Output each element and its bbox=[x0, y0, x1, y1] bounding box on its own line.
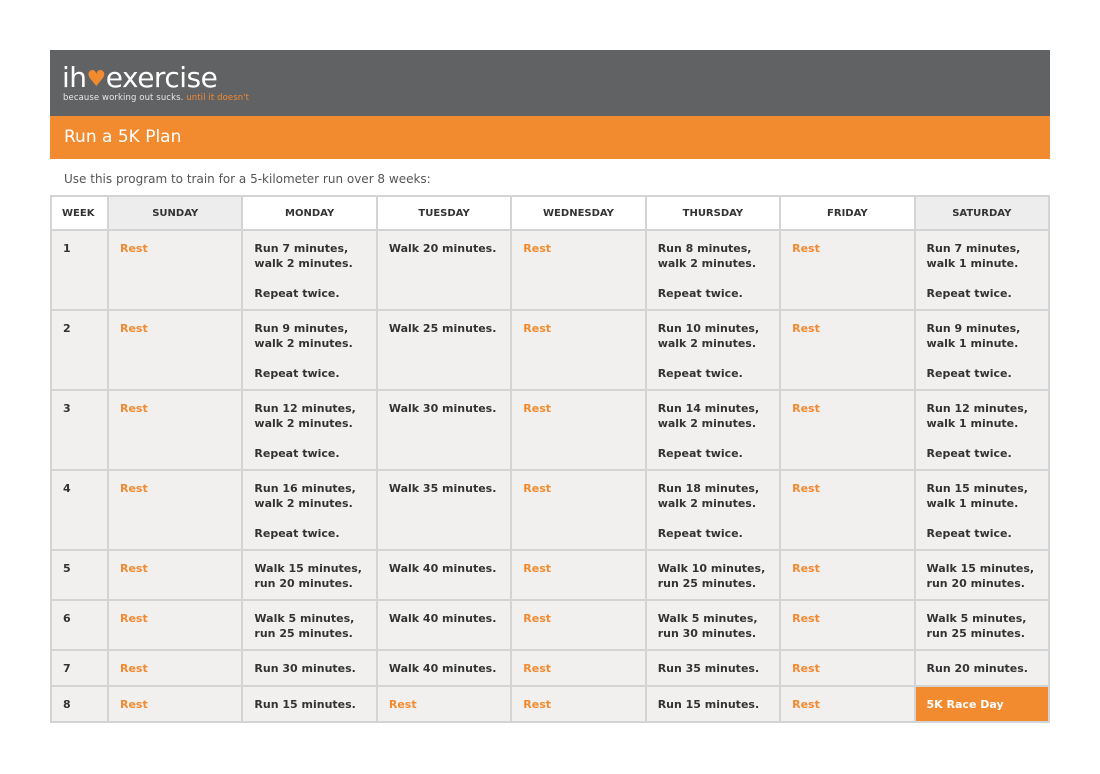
cell-line: Run 16 minutes, bbox=[254, 482, 356, 495]
plan-cell-saturday bbox=[915, 310, 1049, 390]
plan-cell-sunday bbox=[108, 600, 242, 650]
cell-line: run 20 minutes. bbox=[254, 577, 353, 590]
cell-line: walk 2 minutes. bbox=[254, 257, 353, 270]
plan-cell-monday bbox=[242, 650, 376, 686]
plan-cell-friday bbox=[780, 310, 914, 390]
column-header-sunday: SUNDAY bbox=[108, 196, 242, 230]
document bbox=[50, 50, 1050, 723]
plan-cell-tuesday bbox=[377, 470, 511, 550]
heart-icon: ♥ bbox=[86, 67, 106, 92]
cell-line: Rest bbox=[388, 698, 417, 711]
plan-cell-saturday bbox=[915, 600, 1049, 650]
plan-cell-thursday bbox=[646, 600, 780, 650]
cell-line: Rest bbox=[120, 662, 148, 675]
repeat-note: Repeat twice. bbox=[254, 287, 340, 300]
plan-cell-friday bbox=[780, 600, 914, 650]
cell-line: Run 7 minutes, bbox=[926, 242, 1021, 255]
cell-line: Walk 40 minutes. bbox=[388, 562, 497, 575]
cell-line: Rest bbox=[120, 322, 148, 335]
plan-cell-monday bbox=[242, 600, 376, 650]
cell-line: Rest bbox=[792, 482, 820, 495]
column-header-thursday: THURSDAY bbox=[646, 196, 780, 230]
cell-line: Run 14 minutes, bbox=[657, 402, 760, 415]
cell-line: Run 35 minutes. bbox=[657, 662, 760, 675]
cell-line: walk 1 minute. bbox=[926, 417, 1019, 430]
logo bbox=[62, 63, 217, 96]
cell-line: Rest bbox=[792, 402, 820, 415]
cell-line: Rest bbox=[120, 242, 148, 255]
cell-line: Walk 15 minutes, bbox=[926, 562, 1035, 575]
plan-cell-thursday bbox=[646, 390, 780, 470]
repeat-note: Repeat twice. bbox=[657, 367, 743, 380]
plan-cell-wednesday bbox=[511, 470, 645, 550]
cell-line: Run 15 minutes, bbox=[926, 482, 1028, 495]
cell-line: Rest bbox=[120, 402, 148, 415]
cell-line: walk 2 minutes. bbox=[254, 417, 353, 430]
intro-text: Use this program to train for a 5-kilometer run over 8 weeks: bbox=[64, 172, 431, 186]
column-header-monday: MONDAY bbox=[242, 196, 376, 230]
plan-cell-monday bbox=[242, 550, 376, 600]
cell-line: walk 2 minutes. bbox=[657, 337, 757, 350]
tagline bbox=[63, 93, 249, 103]
cell-line: Walk 15 minutes, bbox=[254, 562, 362, 575]
cell-line: Run 18 minutes, bbox=[657, 482, 760, 495]
cell-line: 5K Race Day bbox=[926, 698, 1004, 711]
tagline-main: because working out sucks. bbox=[63, 93, 184, 103]
plan-cell-saturday bbox=[915, 650, 1049, 686]
plan-cell-friday bbox=[780, 470, 914, 550]
table-row bbox=[51, 650, 1049, 686]
cell-line: Rest bbox=[523, 242, 552, 255]
plan-cell-monday bbox=[242, 686, 376, 722]
training-plan-table bbox=[50, 195, 1050, 723]
cell-line: run 25 minutes. bbox=[926, 627, 1025, 640]
plan-cell-tuesday bbox=[377, 390, 511, 470]
plan-cell-wednesday bbox=[511, 550, 645, 600]
cell-line: Walk 35 minutes. bbox=[388, 482, 497, 495]
cell-line: Run 30 minutes. bbox=[254, 662, 356, 675]
cell-line: walk 2 minutes. bbox=[657, 497, 757, 510]
cell-line: Walk 5 minutes, bbox=[254, 612, 355, 625]
plan-cell-sunday bbox=[108, 686, 242, 722]
repeat-note: Repeat twice. bbox=[926, 367, 1012, 380]
cell-line: Run 8 minutes, bbox=[657, 242, 752, 255]
plan-cell-thursday bbox=[646, 550, 780, 600]
table-row bbox=[51, 686, 1049, 722]
column-header-tuesday: TUESDAY bbox=[377, 196, 511, 230]
week-number: 3 bbox=[51, 390, 108, 470]
column-header-week: WEEK bbox=[51, 196, 108, 230]
table-row bbox=[51, 470, 1049, 550]
table-row bbox=[51, 230, 1049, 310]
cell-line: Walk 30 minutes. bbox=[388, 402, 497, 415]
tagline-accent: until it doesn't bbox=[186, 93, 250, 103]
column-header-wednesday: WEDNESDAY bbox=[511, 196, 645, 230]
cell-line: Rest bbox=[523, 612, 552, 625]
cell-line: walk 2 minutes. bbox=[254, 497, 353, 510]
cell-line: Rest bbox=[523, 482, 552, 495]
cell-line: Rest bbox=[120, 562, 148, 575]
plan-cell-monday bbox=[242, 230, 376, 310]
cell-line: walk 2 minutes. bbox=[254, 337, 353, 350]
plan-cell-saturday bbox=[915, 390, 1049, 470]
cell-line: run 25 minutes. bbox=[657, 577, 757, 590]
repeat-note: Repeat twice. bbox=[254, 447, 340, 460]
plan-cell-monday bbox=[242, 390, 376, 470]
plan-cell-tuesday bbox=[377, 650, 511, 686]
cell-line: Walk 40 minutes. bbox=[388, 612, 497, 625]
cell-line: walk 2 minutes. bbox=[657, 257, 757, 270]
cell-line: Run 12 minutes, bbox=[926, 402, 1028, 415]
plan-cell-friday bbox=[780, 686, 914, 722]
cell-line: Run 20 minutes. bbox=[926, 662, 1028, 675]
title-bar bbox=[50, 116, 1050, 159]
plan-cell-thursday bbox=[646, 230, 780, 310]
cell-line: Rest bbox=[523, 562, 552, 575]
plan-cell-wednesday bbox=[511, 650, 645, 686]
cell-line: Rest bbox=[792, 242, 820, 255]
cell-line: Walk 40 minutes. bbox=[388, 662, 497, 675]
cell-line: Rest bbox=[523, 402, 552, 415]
cell-line: Walk 5 minutes, bbox=[657, 612, 758, 625]
plan-cell-sunday bbox=[108, 650, 242, 686]
plan-cell-tuesday bbox=[377, 686, 511, 722]
week-number: 1 bbox=[51, 230, 108, 310]
table-row bbox=[51, 600, 1049, 650]
plan-cell-wednesday bbox=[511, 310, 645, 390]
plan-cell-monday bbox=[242, 470, 376, 550]
plan-cell-sunday bbox=[108, 310, 242, 390]
plan-cell-friday bbox=[780, 390, 914, 470]
repeat-note: Repeat twice. bbox=[926, 527, 1012, 540]
cell-line: Rest bbox=[523, 662, 552, 675]
cell-line: Rest bbox=[792, 322, 820, 335]
cell-line: Run 15 minutes. bbox=[657, 698, 760, 711]
repeat-note: Repeat twice. bbox=[657, 447, 743, 460]
plan-cell-sunday bbox=[108, 230, 242, 310]
cell-line: Rest bbox=[792, 698, 820, 711]
cell-line: Rest bbox=[792, 612, 820, 625]
brand-header bbox=[50, 50, 1050, 116]
plan-cell-thursday bbox=[646, 686, 780, 722]
cell-line: Rest bbox=[120, 698, 148, 711]
cell-line: run 30 minutes. bbox=[657, 627, 757, 640]
logo-suffix: exercise bbox=[105, 61, 218, 94]
plan-cell-saturday bbox=[915, 230, 1049, 310]
cell-line: Walk 20 minutes. bbox=[388, 242, 497, 255]
cell-line: run 20 minutes. bbox=[926, 577, 1025, 590]
plan-cell-friday bbox=[780, 650, 914, 686]
cell-line: Walk 5 minutes, bbox=[926, 612, 1027, 625]
plan-cell-tuesday bbox=[377, 230, 511, 310]
logo-prefix: ih bbox=[62, 61, 87, 94]
cell-line: Run 10 minutes, bbox=[657, 322, 760, 335]
plan-cell-sunday bbox=[108, 470, 242, 550]
week-number: 5 bbox=[51, 550, 108, 600]
plan-cell-wednesday bbox=[511, 390, 645, 470]
repeat-note: Repeat twice. bbox=[254, 367, 340, 380]
header-row bbox=[51, 196, 1049, 230]
repeat-note: Repeat twice. bbox=[657, 287, 743, 300]
week-number: 6 bbox=[51, 600, 108, 650]
table-row bbox=[51, 310, 1049, 390]
plan-cell-thursday bbox=[646, 650, 780, 686]
plan-cell-tuesday bbox=[377, 600, 511, 650]
cell-line: walk 1 minute. bbox=[926, 497, 1019, 510]
cell-line: Walk 25 minutes. bbox=[388, 322, 497, 335]
cell-line: Run 9 minutes, bbox=[926, 322, 1021, 335]
plan-cell-sunday bbox=[108, 390, 242, 470]
cell-line: Run 12 minutes, bbox=[254, 402, 356, 415]
cell-line: Walk 10 minutes, bbox=[657, 562, 766, 575]
plan-cell-friday bbox=[780, 230, 914, 310]
cell-line: Rest bbox=[120, 482, 148, 495]
plan-cell-saturday bbox=[915, 550, 1049, 600]
page-title: Run a 5K Plan bbox=[64, 127, 182, 147]
table-body bbox=[51, 230, 1049, 722]
table-row bbox=[51, 390, 1049, 470]
cell-line: Rest bbox=[792, 662, 820, 675]
cell-line: Run 15 minutes. bbox=[254, 698, 356, 711]
cell-line: walk 2 minutes. bbox=[657, 417, 757, 430]
plan-cell-sunday bbox=[108, 550, 242, 600]
plan-cell-wednesday bbox=[511, 600, 645, 650]
cell-line: Rest bbox=[120, 612, 148, 625]
plan-cell-wednesday bbox=[511, 230, 645, 310]
plan-cell-saturday bbox=[915, 470, 1049, 550]
column-header-saturday: SATURDAY bbox=[915, 196, 1049, 230]
plan-cell-tuesday bbox=[377, 550, 511, 600]
table-row bbox=[51, 550, 1049, 600]
week-number: 7 bbox=[51, 650, 108, 686]
plan-cell-saturday bbox=[915, 686, 1049, 722]
cell-line: Rest bbox=[523, 322, 552, 335]
cell-line: Run 7 minutes, bbox=[254, 242, 349, 255]
cell-line: walk 1 minute. bbox=[926, 257, 1019, 270]
repeat-note: Repeat twice. bbox=[926, 287, 1012, 300]
plan-cell-thursday bbox=[646, 470, 780, 550]
plan-cell-friday bbox=[780, 550, 914, 600]
repeat-note: Repeat twice. bbox=[254, 527, 340, 540]
cell-line: walk 1 minute. bbox=[926, 337, 1019, 350]
cell-line: Run 9 minutes, bbox=[254, 322, 349, 335]
repeat-note: Repeat twice. bbox=[657, 527, 743, 540]
plan-cell-wednesday bbox=[511, 686, 645, 722]
plan-cell-monday bbox=[242, 310, 376, 390]
cell-line: run 25 minutes. bbox=[254, 627, 353, 640]
repeat-note: Repeat twice. bbox=[926, 447, 1012, 460]
column-header-friday: FRIDAY bbox=[780, 196, 914, 230]
plan-cell-thursday bbox=[646, 310, 780, 390]
week-number: 4 bbox=[51, 470, 108, 550]
cell-line: Rest bbox=[523, 698, 552, 711]
week-number: 8 bbox=[51, 686, 108, 722]
plan-cell-tuesday bbox=[377, 310, 511, 390]
week-number: 2 bbox=[51, 310, 108, 390]
cell-line: Rest bbox=[792, 562, 820, 575]
